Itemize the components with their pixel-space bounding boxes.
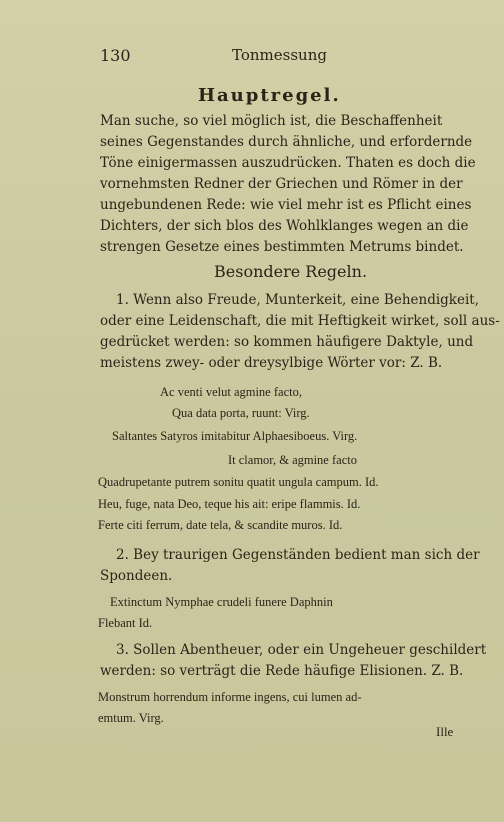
text-line: Töne einigermassen auszudrücken. Thaten es doch die <box>100 155 476 171</box>
text-line: werden: so verträgt die Rede häufige Elisionen. Z. B. <box>100 663 464 679</box>
text-line: Dichters, der sich blos des Wohlklanges wegen an die <box>100 218 469 234</box>
running-title: Tonmessung <box>232 46 327 64</box>
text-line: Spondeen. <box>100 568 173 584</box>
quote-line: emtum. Virg. <box>98 711 164 725</box>
main-heading: Hauptregel. <box>198 85 341 106</box>
quote-line: Saltantes Satyros imitabitur Alphaesiboeus. Virg. <box>112 429 358 443</box>
quote-line: Quadrupetante putrem sonitu quatit ungula campum. Id. <box>98 475 379 489</box>
quote-line: Qua data porta, ruunt: Virg. <box>172 406 310 420</box>
text-line: gedrücket werden: so kommen häufigere Daktyle, und <box>100 334 474 350</box>
text-line: strengen Gesetze eines bestimmten Metrums bindet. <box>100 239 464 255</box>
subheading: Besondere Regeln. <box>214 262 368 281</box>
quote-line: Flebant Id. <box>98 616 153 630</box>
text-line: vornehmsten Redner der Griechen und Römer in der <box>100 176 463 192</box>
text-line: oder eine Leidenschaft, die mit Heftigkeit wirket, soll aus- <box>100 313 500 329</box>
quote-line: Ferte citi ferrum, date tela, & scandite muros. Id. <box>98 518 343 532</box>
text-line: seines Gegenstandes durch ähnliche, und erfordernde <box>100 134 473 150</box>
quote-line: Monstrum horrendum informe ingens, cui lumen ad- <box>98 690 362 704</box>
page-number: 130 <box>100 46 131 65</box>
text-line: ungebundenen Rede: wie viel mehr ist es Pflicht eines <box>100 197 472 213</box>
quote-line: Ac venti velut agmine facto, <box>160 385 302 399</box>
catchword: Ille <box>436 724 454 739</box>
text-line: 1. Wenn also Freude, Munterkeit, eine Behendigkeit, <box>116 292 479 308</box>
text-line: meistens zwey- oder dreysylbige Wörter vor: Z. B. <box>100 355 443 371</box>
quote-line: Heu, fuge, nata Deo, teque his ait: eripe flammis. Id. <box>98 497 361 511</box>
text-line: 2. Bey traurigen Gegenständen bedient man sich der <box>116 547 480 563</box>
quote-line: Extinctum Nymphae crudeli funere Daphnin <box>110 595 333 609</box>
text-line: Man suche, so viel möglich ist, die Beschaffenheit <box>100 113 443 129</box>
text-line: 3. Sollen Abentheuer, oder ein Ungeheuer geschildert <box>116 642 487 658</box>
quote-line: It clamor, & agmine facto <box>228 453 357 467</box>
